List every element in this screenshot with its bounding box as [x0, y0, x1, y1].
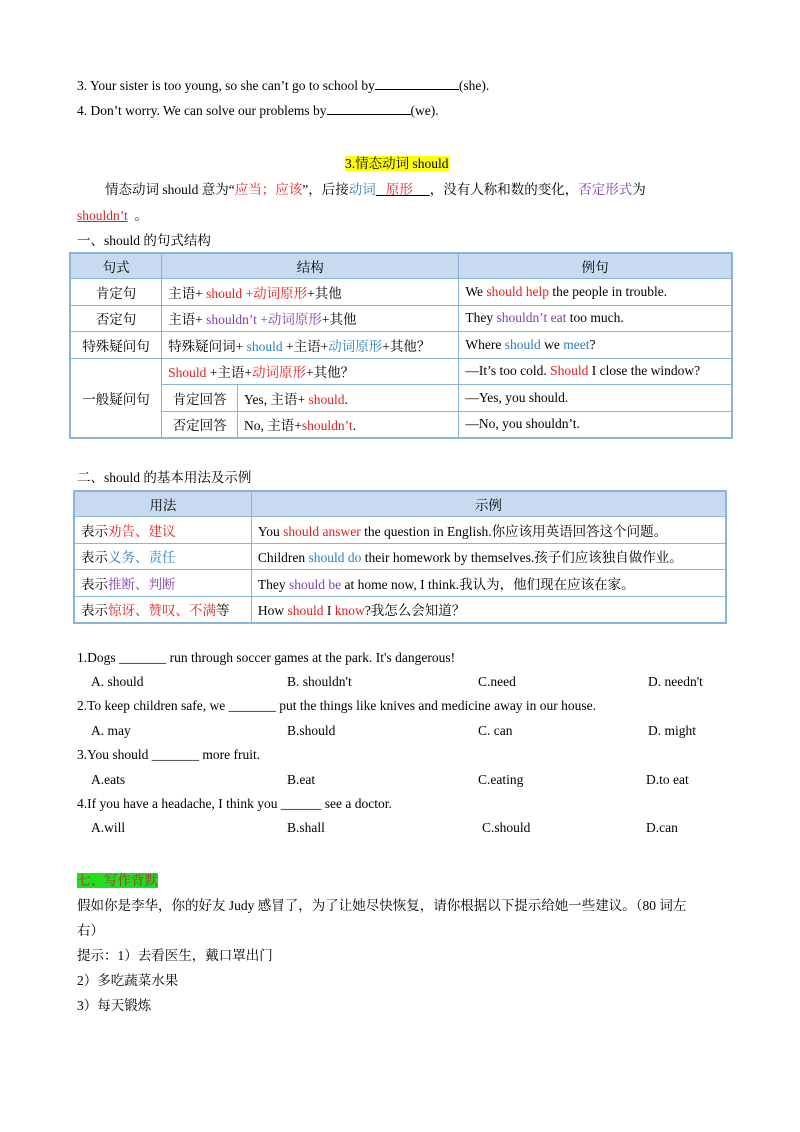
example-cell: How should I know?我怎么会知道？	[251, 596, 726, 623]
table-row	[70, 411, 732, 438]
question-stem: 1.Dogs _______ run through soccer games at the park. It's dangerous!	[77, 650, 456, 665]
option-a[interactable]: A.will	[91, 820, 126, 835]
table-row	[70, 358, 732, 385]
example-cell: —It’s too cold. Should I close the window?	[459, 358, 732, 385]
usage-cell: 表示惊讶、赞叹、不满等	[74, 596, 251, 623]
option-d[interactable]: D. needn't	[648, 674, 703, 689]
table-row	[74, 570, 726, 597]
table-row	[70, 279, 732, 306]
option-b[interactable]: B.should	[287, 723, 336, 738]
structure-cell: 特殊疑问词+ should +主语+动词原形+其他？	[162, 332, 459, 359]
table-header-row	[70, 253, 732, 279]
sentence-type: 肯定句	[70, 279, 162, 306]
writing-hint: 2）多吃蔬菜水果	[77, 973, 179, 988]
header-cell: 结构	[162, 253, 459, 279]
option-b[interactable]: B. shouldn't	[287, 674, 352, 689]
answer-blank[interactable]	[375, 77, 459, 90]
table-row	[70, 385, 732, 412]
writing-hint: 提示：1）去看医生，戴口罩出门	[77, 948, 273, 963]
option-c[interactable]: C.eating	[478, 772, 524, 787]
example-cell: We should help the people in trouble.	[459, 279, 732, 306]
option-a[interactable]: A.eats	[91, 772, 126, 787]
header-cell: 用法	[74, 491, 251, 517]
example-cell: They should be at home now, I think.我认为，他们现在应该在家。	[251, 570, 726, 597]
structure-cell: No, 主语+shouldn’t.	[238, 411, 459, 438]
table-row	[70, 305, 732, 332]
option-a[interactable]: A. may	[91, 723, 131, 738]
exercise-line-4: 4. Don’t worry. We can solve our problems by (we).	[77, 103, 439, 118]
exercise-line-3: 3. Your sister is too young, so she can’t go to school by (she).	[77, 78, 490, 93]
option-b[interactable]: B.shall	[287, 820, 325, 835]
table-header-row	[74, 491, 726, 517]
header-cell: 例句	[459, 253, 732, 279]
sentence-type: 特殊疑问句	[70, 332, 162, 359]
usage-cell: 表示义务、责任	[74, 543, 251, 570]
heading-usage: 二、should 的基本用法及示例	[77, 470, 252, 485]
structure-cell: 主语+ shouldn’t +动词原形+其他	[162, 305, 459, 332]
option-a[interactable]: A. should	[91, 674, 144, 689]
table-row	[74, 517, 726, 544]
sentence-type: 一般疑问句	[70, 358, 162, 438]
question-stem: 4.If you have a headache, I think you ______ see a doctor.	[77, 796, 392, 811]
question-stem: 2.To keep children safe, we _______ put the things like knives and medicine away in our house.	[77, 698, 597, 713]
structure-cell: Should +主语+动词原形+其他？	[162, 358, 459, 385]
intro-paragraph-cont: shouldn’t 。	[77, 208, 149, 223]
table-row	[70, 332, 732, 359]
heading-sentence-structure: 一、should 的句式结构	[77, 233, 211, 248]
example-cell: —No, you shouldn’t.	[459, 411, 732, 438]
option-c[interactable]: C. can	[478, 723, 513, 738]
answer-type: 肯定回答	[162, 385, 238, 412]
header-cell: 句式	[70, 253, 162, 279]
usage-cell: 表示劝告、建议	[74, 517, 251, 544]
example-cell: —Yes, you should.	[459, 385, 732, 412]
structure-cell: 主语+ should +动词原形+其他	[162, 279, 459, 306]
structure-table	[69, 252, 733, 439]
writing-heading: 七、写作背默	[77, 873, 158, 888]
example-cell: Children should do their homework by themselves.孩子们应该独自做作业。	[251, 543, 726, 570]
table-row	[74, 543, 726, 570]
question-stem: 3.You should _______ more fruit.	[77, 747, 261, 762]
section-title: 3.情态动词 should	[345, 156, 449, 171]
option-d[interactable]: D. might	[648, 723, 697, 738]
writing-prompt: 假如你是李华，你的好友 Judy 感冒了，为了让她尽快恢复，请你根据以下提示给她一些建议。（80 词左	[77, 898, 687, 913]
example-cell: Where should we meet?	[459, 332, 732, 359]
answer-type: 否定回答	[162, 411, 238, 438]
option-c[interactable]: C.should	[482, 820, 531, 835]
sentence-type: 否定句	[70, 305, 162, 332]
option-b[interactable]: B.eat	[287, 772, 316, 787]
intro-paragraph: 情态动词 should 意为“应当；应该”，后接动词 原形 ，没有人称和数的变化，否定形式为	[105, 182, 646, 197]
option-c[interactable]: C.need	[478, 674, 516, 689]
structure-cell: Yes, 主语+ should.	[238, 385, 459, 412]
header-cell: 示例	[251, 491, 726, 517]
example-cell: You should answer the question in English.你应该用英语回答这个问题。	[251, 517, 726, 544]
writing-prompt-cont: 右）	[77, 923, 104, 938]
usage-table	[73, 490, 727, 624]
answer-blank[interactable]	[327, 102, 411, 115]
usage-cell: 表示推断、判断	[74, 570, 251, 597]
option-d[interactable]: D.to eat	[646, 772, 689, 787]
option-d[interactable]: D.can	[646, 820, 678, 835]
example-cell: They shouldn’t eat too much.	[459, 305, 732, 332]
writing-hint: 3）每天锻炼	[77, 998, 152, 1013]
table-row	[74, 596, 726, 623]
